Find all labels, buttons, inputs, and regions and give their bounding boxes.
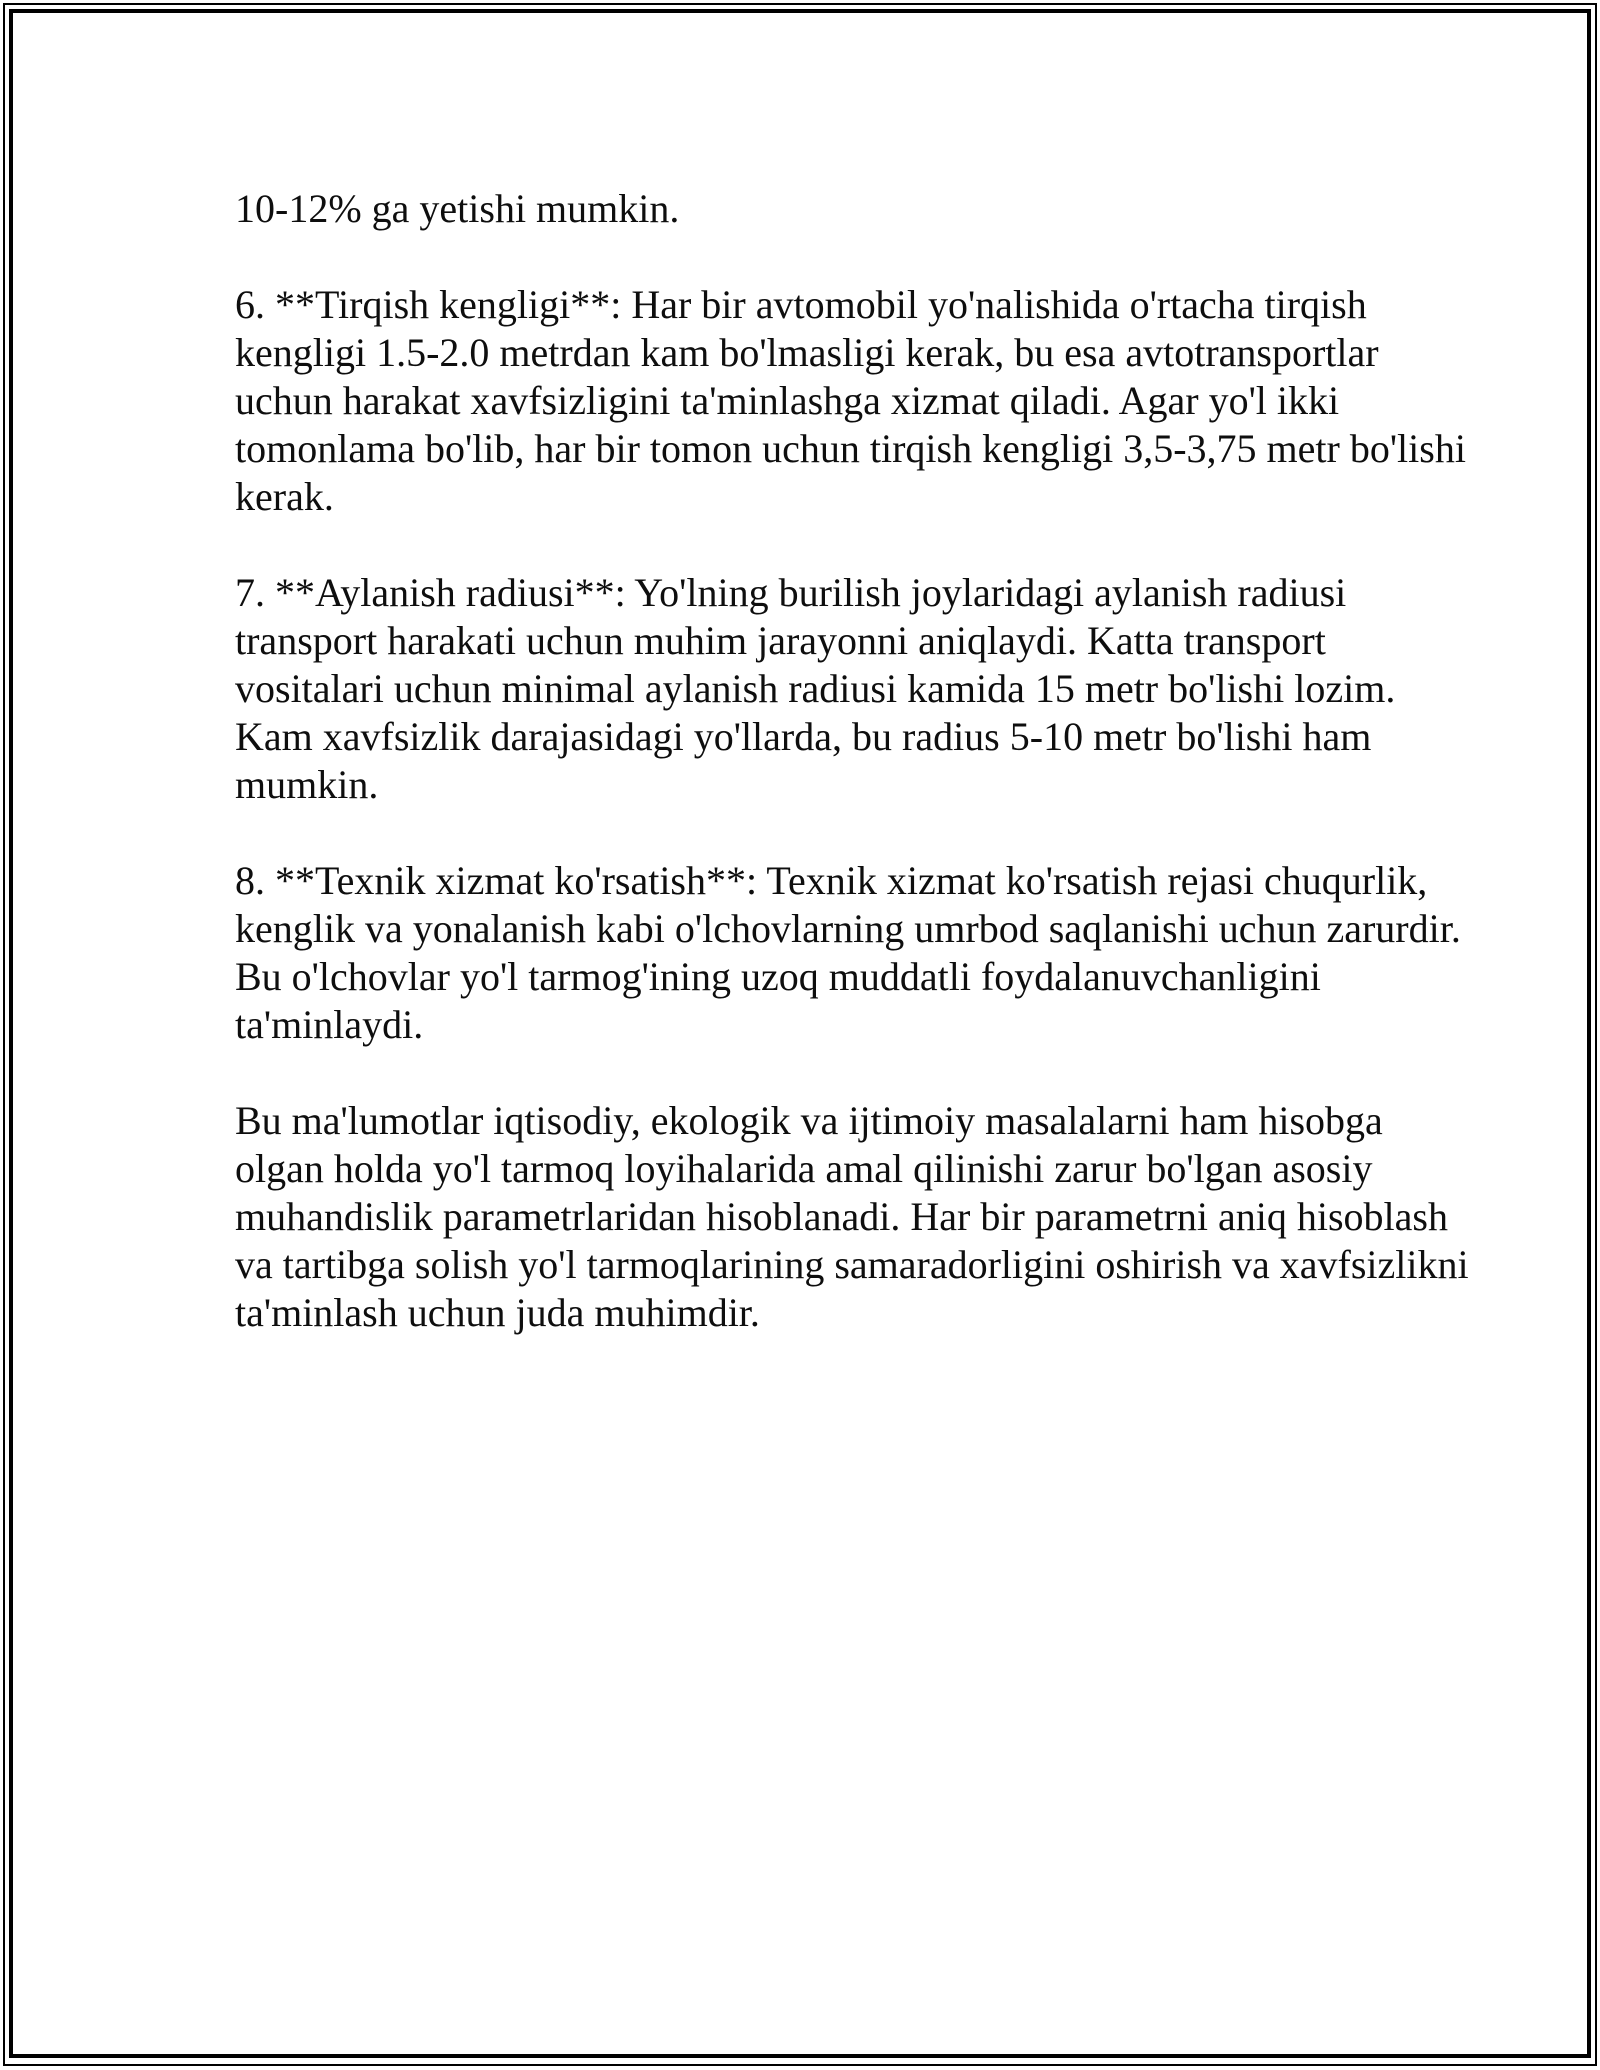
text-line: kenglik va yonalanish kabi o'lchovlarning umrbod saqlanishi uchun zarurdir. [235, 906, 1461, 951]
text-line: muhandislik parametrlaridan hisoblanadi. Har bir parametrni aniq hisoblash [235, 1194, 1448, 1239]
text-line: vositalari uchun minimal aylanish radiusi kamida 15 metr bo'lishi lozim. [235, 666, 1396, 711]
text-line: transport harakati uchun muhim jarayonni aniqlaydi. Katta transport [235, 618, 1326, 663]
paragraph-1 [235, 185, 1425, 233]
text-line: 10-12% ga yetishi mumkin. [235, 186, 680, 231]
paragraph-2 [235, 281, 1466, 521]
text-line: 6. **Tirqish kengligi**: Har bir avtomobil yo'nalishida o'rtacha tirqish [235, 282, 1367, 327]
text-line: mumkin. [235, 762, 379, 807]
text-line: Bu ma'lumotlar iqtisodiy, ekologik va ijtimoiy masalalarni ham hisobga [235, 1098, 1383, 1143]
text-line: va tartibga solish yo'l tarmoqlarining samaradorligini oshirish va xavfsizlikni [235, 1242, 1469, 1287]
paragraph-3 [235, 569, 1425, 809]
text-line: tomonlama bo'lib, har bir tomon uchun tirqish kengligi 3,5-3,75 metr bo'lishi [235, 426, 1466, 471]
text-line: kengligi 1.5-2.0 metrdan kam bo'lmasligi kerak, bu esa avtotransportlar [235, 330, 1379, 375]
text-line: Kam xavfsizlik darajasidagi yo'llarda, bu radius 5-10 metr bo'lishi ham [235, 714, 1372, 759]
text-line: kerak. [235, 474, 334, 519]
text-line: Bu o'lchovlar yo'l tarmog'ining uzoq muddatli foydalanuvchanligini [235, 954, 1321, 999]
text-line: 8. **Texnik xizmat ko'rsatish**: Texnik xizmat ko'rsatish rejasi chuqurlik, [235, 858, 1428, 903]
document-body [235, 185, 1469, 1385]
text-line: ta'minlash uchun juda muhimdir. [235, 1290, 760, 1335]
text-line: ta'minlaydi. [235, 1002, 424, 1047]
text-line: 7. **Aylanish radiusi**: Yo'lning burilish joylaridagi aylanish radiusi [235, 570, 1347, 615]
paragraph-4 [235, 857, 1461, 1049]
text-line: olgan holda yo'l tarmoq loyihalarida amal qilinishi zarur bo'lgan asosiy [235, 1146, 1373, 1191]
paragraph-5 [235, 1097, 1469, 1337]
text-line: uchun harakat xavfsizligini ta'minlashga xizmat qiladi. Agar yo'l ikki [235, 378, 1340, 423]
